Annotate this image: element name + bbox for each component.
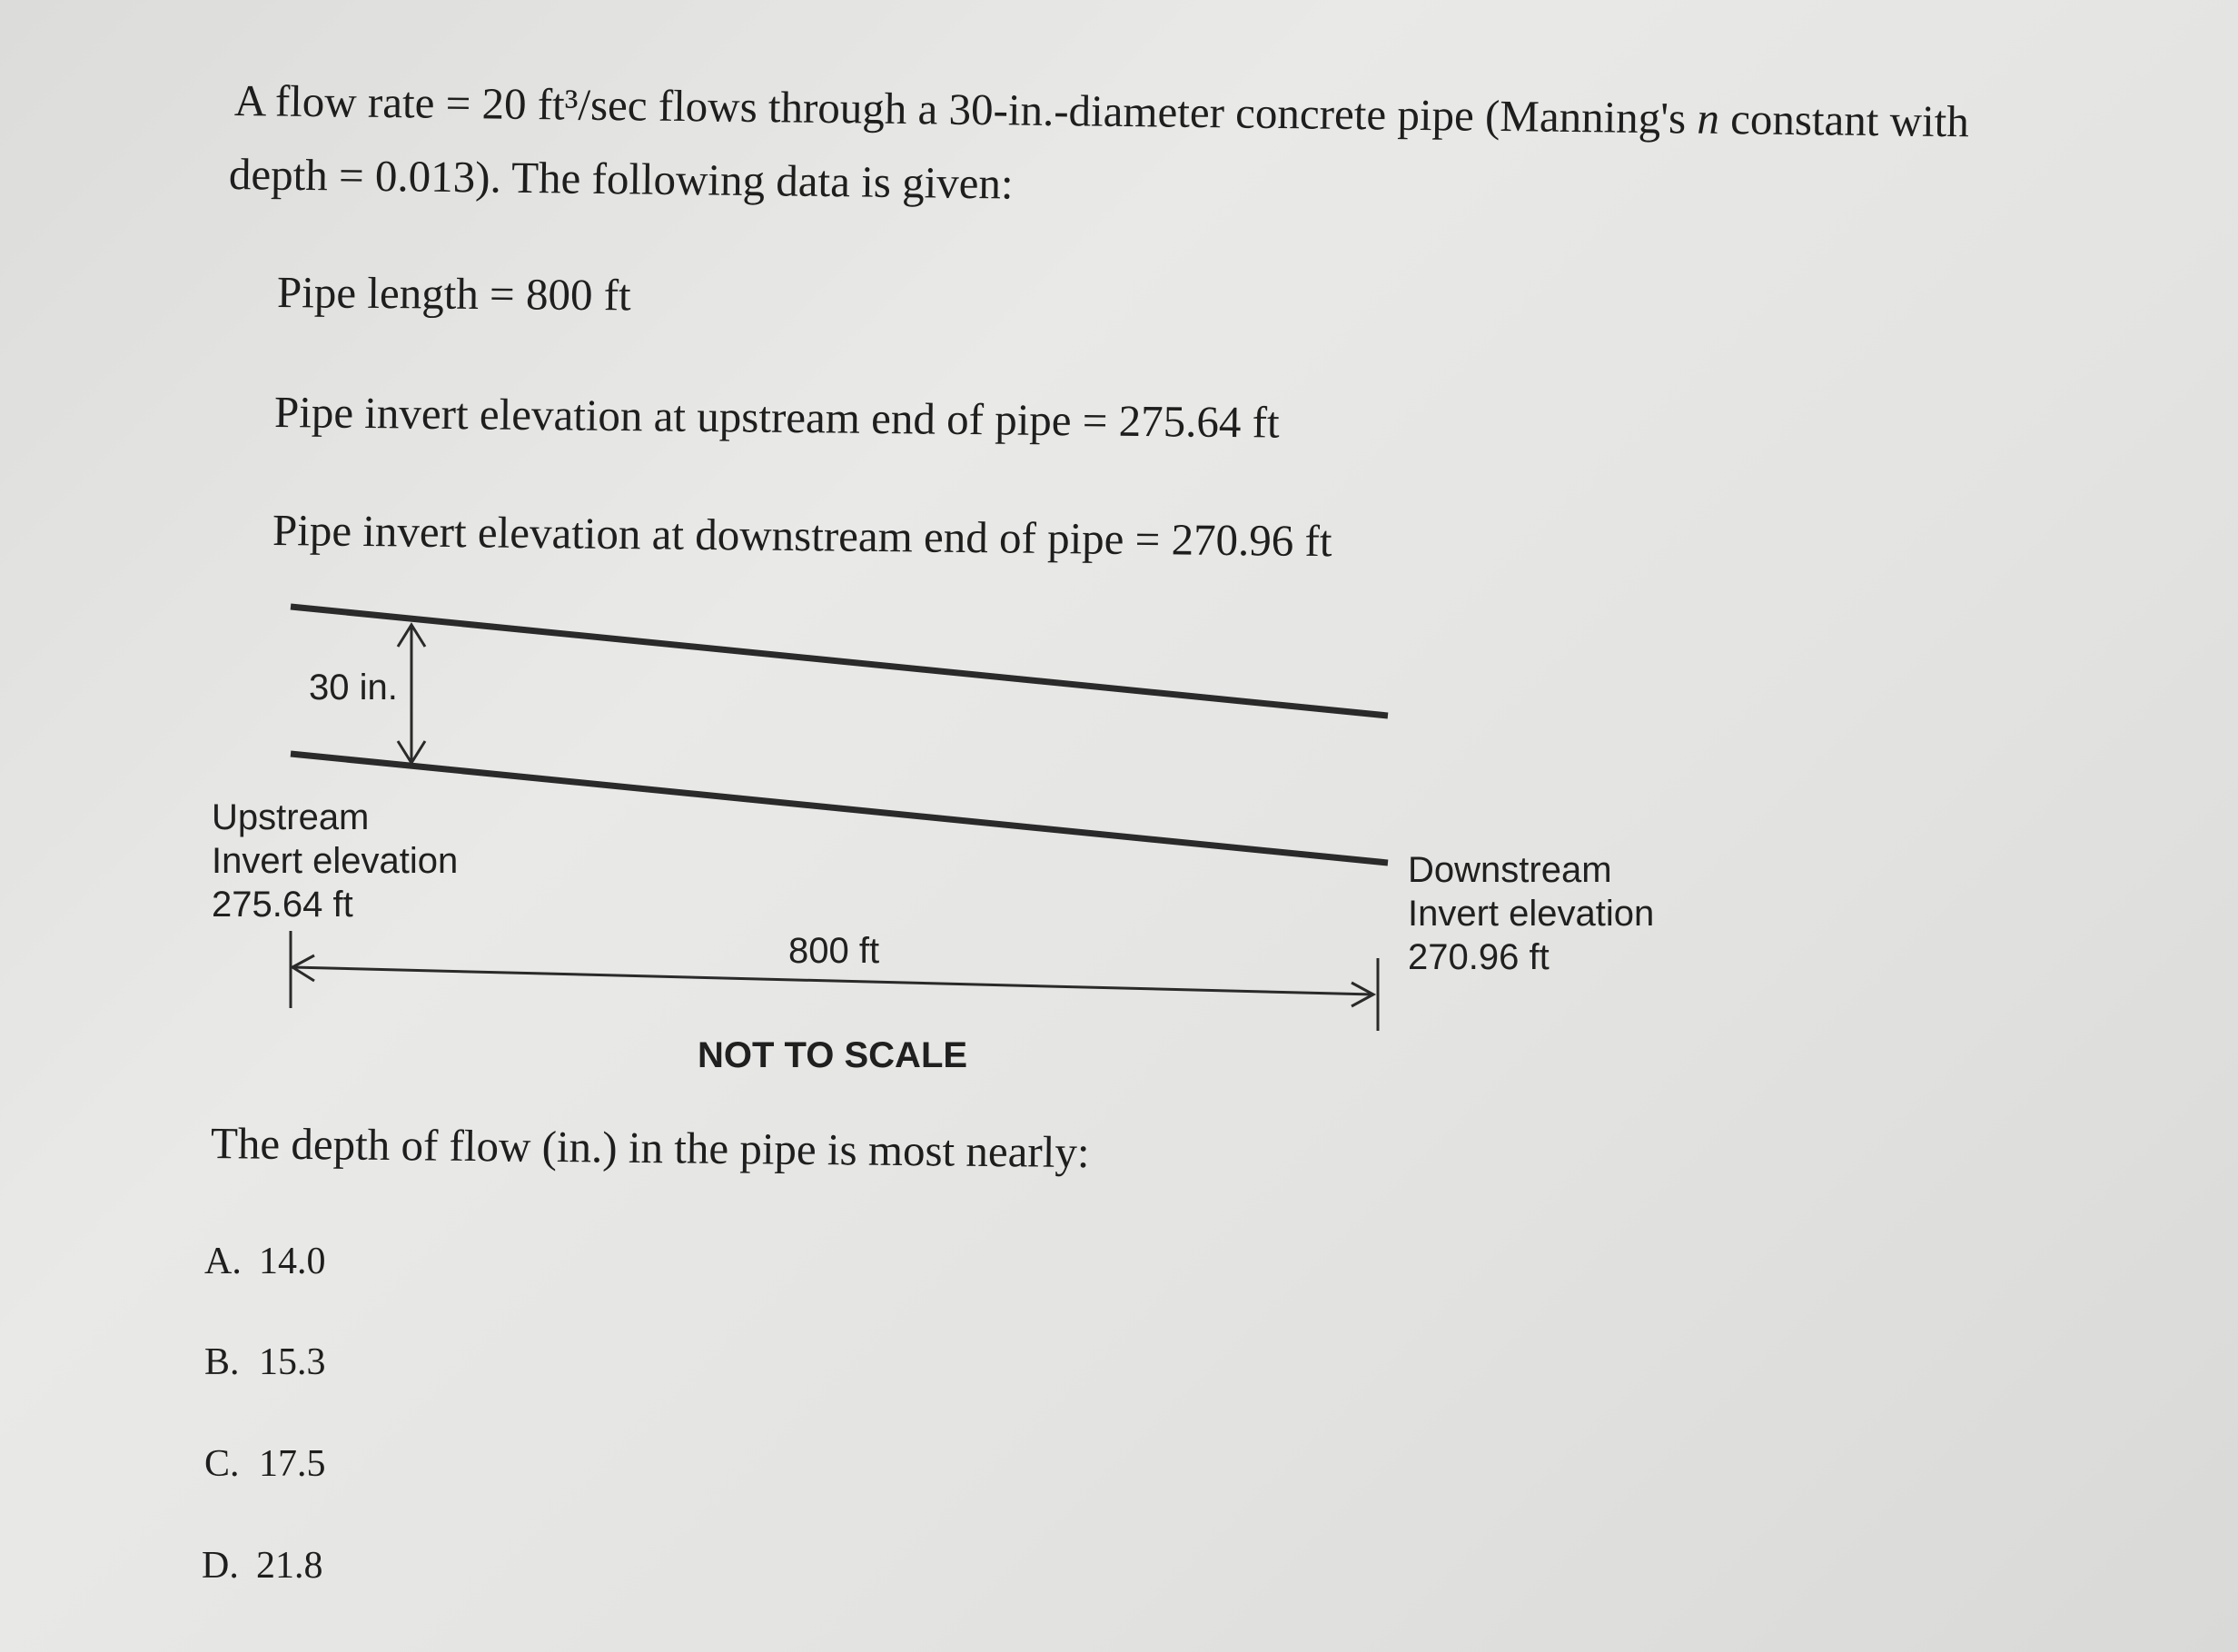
upstream-label (212, 796, 458, 926)
given-downstream-invert: Pipe invert elevation at downstream end of pipe = 270.96 ft (272, 505, 1332, 567)
given-upstream-invert: Pipe invert elevation at upstream end of pipe = 275.64 ft (273, 387, 1280, 448)
option-letter: A. (204, 1241, 242, 1282)
downstream-label-line: Downstream (1408, 850, 1612, 890)
answer-option-c[interactable] (204, 1442, 326, 1486)
answer-option-b[interactable] (204, 1340, 326, 1384)
answer-option-d[interactable] (202, 1544, 323, 1588)
question-prompt: The depth of flow (in.) in the pipe is most nearly: (210, 1118, 1090, 1178)
downstream-label-line: 270.96 ft (1408, 937, 1550, 977)
downstream-label-line: Invert elevation (1408, 894, 1655, 934)
option-letter: C. (204, 1443, 240, 1485)
option-value: 21.8 (256, 1545, 323, 1587)
upstream-label-line: Upstream (212, 797, 370, 837)
option-value: 14.0 (259, 1241, 326, 1282)
answer-option-a[interactable] (204, 1240, 326, 1283)
intro-line-1: A flow rate = 20 ft³/sec flows through a 30-in.-diameter concrete pipe (Manning's n constant with (233, 75, 1970, 147)
downstream-label (1408, 848, 1654, 979)
not-to-scale-note: NOT TO SCALE (698, 1035, 968, 1075)
length-label: 800 ft (788, 931, 880, 971)
option-value: 17.5 (259, 1443, 326, 1485)
diameter-label: 30 in. (309, 668, 398, 707)
option-letter: B. (204, 1341, 240, 1383)
option-value: 15.3 (259, 1341, 326, 1383)
upstream-label-line: 275.64 ft (212, 885, 353, 925)
given-pipe-length: Pipe length = 800 ft (276, 267, 631, 321)
option-letter: D. (202, 1545, 239, 1587)
diameter-arrow (398, 625, 425, 763)
intro-line-2: depth = 0.013). The following data is given: (228, 149, 1014, 209)
upstream-label-line: Invert elevation (212, 841, 459, 881)
pipe-crown-line (291, 607, 1388, 716)
